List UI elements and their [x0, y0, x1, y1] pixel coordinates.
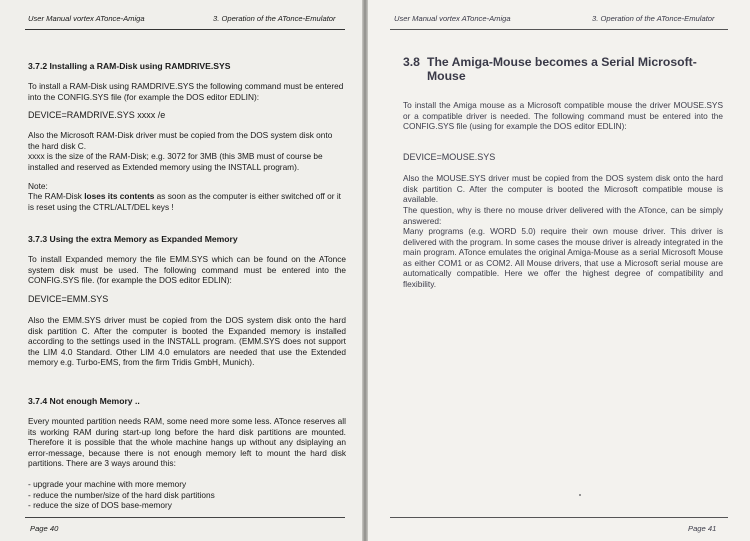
list-item: - reduce the number/size of the hard disk partitions	[28, 489, 215, 500]
left-footer-rule	[25, 517, 345, 518]
speck	[579, 494, 581, 496]
list-item: - reduce the size of DOS base-memory	[28, 500, 172, 511]
section-3-7-2-intro: To install a RAM-Disk using RAMDRIVE.SYS the following command must be entered into the CONFIG.SYS file (for example the DOS editor EDLIN):	[28, 81, 344, 102]
section-3-8-copy-note: Also the MOUSE.SYS driver must be copied from the DOS system disk onto the hard disk partition C. After the computer is booted the Microsoft compatible mouse is available.	[403, 173, 723, 205]
right-page	[368, 0, 750, 541]
mouse-command: DEVICE=MOUSE.SYS	[403, 152, 496, 162]
section-3-7-3-body: Also the EMM.SYS driver must be copied from the DOS system disk onto the hard disk partition C. After the computer is booted the Expanded memory is installed according to the settings used in the INSTALL program. (EMM.SYS does not support the LIM 4.0 Standard. Other LIM 4.0 emulators are needed that use the Extended memory e.g. Turbo-EMS, from the firm Tridis GmbH, Munich).	[28, 315, 346, 368]
ramdisk-note-bold: loses its contents	[84, 191, 155, 201]
section-3-8-question: The question, why is there no mouse driver delivered with the ATonce, can be simply answered:	[403, 205, 723, 226]
note-label: Note:	[28, 181, 48, 191]
list-item: - upgrade your machine with more memory	[28, 479, 187, 489]
ramdisk-note-post: as soon as the computer is either switched off or it is reset using the CTRL/ALT/DEL keys !	[28, 191, 341, 212]
emm-command: DEVICE=EMM.SYS	[28, 294, 109, 304]
section-3-7-4-heading: 3.7.4 Not enough Memory ..	[28, 396, 140, 406]
left-header-chapter: 3. Operation of the ATonce-Emulator	[213, 14, 336, 23]
right-footer-rule	[390, 517, 728, 518]
section-3-8-intro: To install the Amiga mouse as a Microsoft compatible mouse the driver MOUSE.SYS or a compatible driver is needed. The following command must be entered into the CONFIG.SYS file (using for example the DOS editor EDLIN):	[403, 100, 723, 132]
section-3-7-2-heading: 3.7.2 Installing a RAM-Disk using RAMDRIVE.SYS	[28, 61, 231, 71]
left-header-rule	[25, 29, 345, 30]
section-3-7-2-size-note: xxxx is the size of the RAM-Disk; e.g. 3072 for 3MB (this 3MB must of course be installed and reserved as Extended memory using the INSTALL program).	[28, 151, 323, 172]
section-3-8-number: 3.8	[403, 55, 420, 69]
right-header-chapter: 3. Operation of the ATonce-Emulator	[592, 14, 715, 23]
section-3-7-3-heading: 3.7.3 Using the extra Memory as Expanded Memory	[28, 234, 238, 244]
right-header-manual: User Manual vortex ATonce-Amiga	[394, 14, 511, 23]
ramdrive-command: DEVICE=RAMDRIVE.SYS xxxx /e	[28, 110, 166, 120]
section-3-7-3-intro: To install Expanded memory the file EMM.SYS which can be found on the ATonce system disk must be used. The following command must be entered into the CONFIG.SYS file. (for example the DOS editor EDLIN):	[28, 254, 346, 286]
ramdisk-note-pre: The RAM-Disk	[28, 191, 85, 201]
memory-options-list	[28, 479, 346, 511]
right-header-rule	[390, 29, 728, 30]
right-page-number: Page 41	[688, 524, 717, 533]
section-3-7-4-body: Every mounted partition needs RAM, some need more some less. ATonce reserves all its working RAM during start-up long before the hard disk partitions are mounted. Therefore it is possible that the whole machine hangs up without any dsiplaying an error-message, because there is not enough memory left to mount the hard disk partitions. There are 3 ways around this:	[28, 416, 346, 469]
section-3-8-answer: Many programs (e.g. WORD 5.0) require their own mouse driver. This driver is delivered with the program. In some cases the mouse driver is already integrated in the main program. ATonce emulates the original Amiga-Mouse as a serial Microsoft Mouse as either COM1 or as COM2. All Mouse drivers, that use a Microsoft serial mouse are automatically compatible. Here we offer the highest degree of compatibility and flexibility.	[403, 226, 723, 289]
left-page-number: Page 40	[30, 524, 59, 533]
section-3-8-heading	[403, 56, 703, 83]
left-header-manual: User Manual vortex ATonce-Amiga	[28, 14, 145, 23]
left-page	[0, 0, 362, 541]
section-3-7-2-copy-note: Also the Microsoft RAM-Disk driver must be copied from the DOS system disk onto the hard disk C.	[28, 130, 333, 151]
ramdisk-note	[28, 191, 346, 212]
section-3-8-title: The Amiga-Mouse becomes a Serial Microsoft-Mouse	[427, 55, 697, 83]
